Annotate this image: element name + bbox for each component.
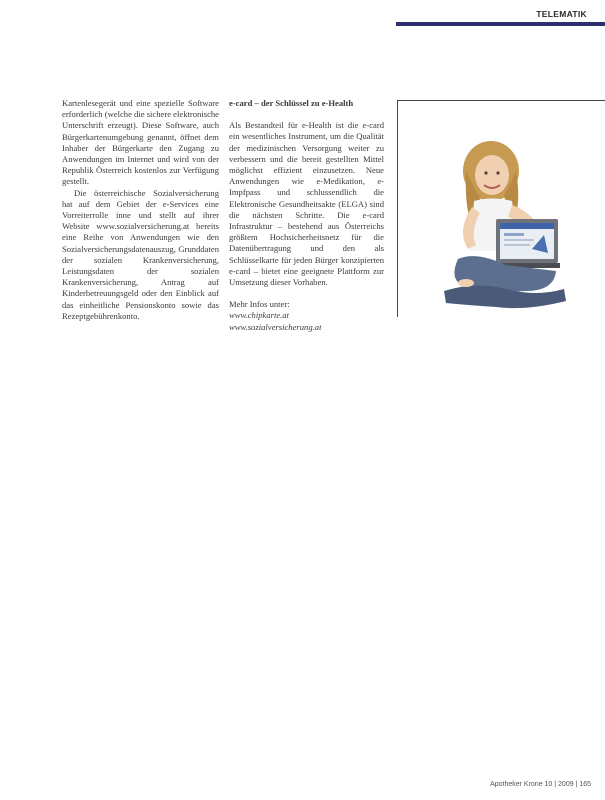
header-rule bbox=[396, 22, 605, 26]
link-chipkarte[interactable]: www.chipkarte.at bbox=[229, 310, 289, 321]
mid-paragraph-1: Als Bestandteil für e-Health ist die e-card ein wesentliches Instrument, um die Qualität der medizinischen Versorgung weiter zu verbessern und die bereit gestellten Mittel möglichst effizient einzusetzen. Neue Anwendungen wie e-Medikation, e-Impfpass und schlussendlich die Elektronische Gesundheitsakte (ELGA) sind die nächsten Schritte. Die e-card Infrastruktur – bestehend aus Österreichs größtem Hochsicherheitsnetz für die Datenübertragung und den als Schlüsselkarte für jeden Bürger konzipierten e-card – bietet eine geeignete Plattform zur Umsetzung dieser Vorhaben. bbox=[229, 120, 384, 288]
more-info-label: Mehr Infos unter: bbox=[229, 299, 290, 310]
section-heading: e-card – der Schlüssel zu e-Health bbox=[229, 98, 354, 108]
page-footer: Apotheker Krone 10 | 2009 | 165 bbox=[490, 781, 591, 788]
left-paragraph-2: Die österreichische Sozialversicherung hat auf dem Gebiet der e-Services eine Vorreiterrolle inne und stellt auf ihrer Website www.sozialversicherung.at bereits eine Reihe von Anwendungen wie den Sozialversicherungsdatenauszug, Grunddaten der sozialen Krankenversicherung, Leistungsdaten der sozialen Krankenversicherung, Antrag auf Kinderbetreuungsgeld oder den Einblick auf das einheitliche Pensionskonto sowie das Rezeptgebührenkonto. bbox=[62, 187, 219, 321]
left-column bbox=[62, 98, 219, 322]
section-label: TELEMATIK bbox=[536, 9, 587, 19]
left-paragraph-1: Kartenlesegerät und eine spezielle Software erforderlich (welche die sichere elektronische Unterschrift erzeugt). Diese Software, auch Bürgerkartenumgebung genannt, öffnet dem Inhaber der Bürgerkarte den Zugang zu Anwendungen im Internet und wird von der Republik Österreich kostenlos zur Verfügung gestellt. bbox=[62, 98, 219, 187]
link-sozialversicherung[interactable]: www.sozialversicherung.at bbox=[229, 321, 322, 332]
photo-frame bbox=[397, 100, 605, 317]
middle-column bbox=[229, 98, 384, 333]
woman-with-laptop-photo bbox=[436, 141, 571, 316]
